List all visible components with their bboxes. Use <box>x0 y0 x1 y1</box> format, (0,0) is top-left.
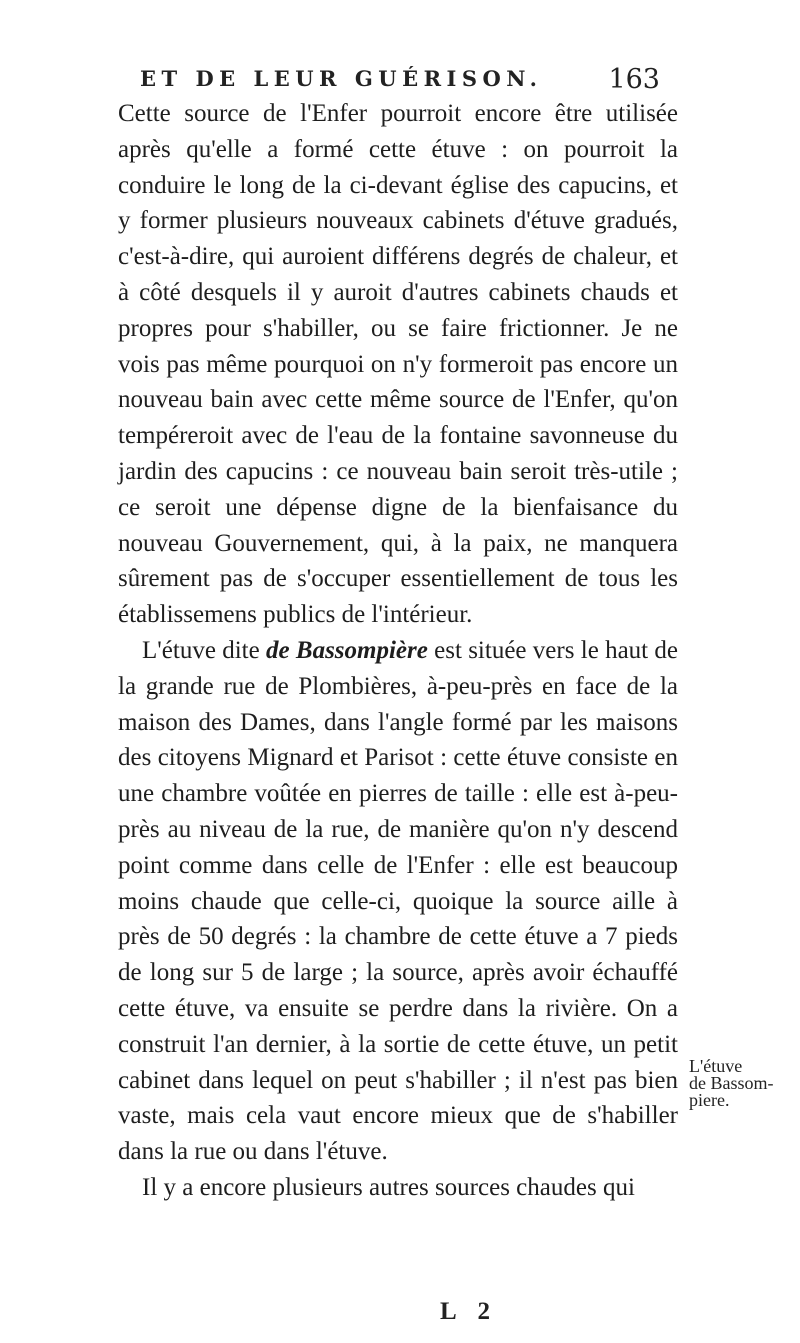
running-head <box>140 66 660 100</box>
marginal-note <box>689 1058 797 1109</box>
paragraph-etuve-bassompiere <box>118 633 678 1170</box>
italic-place-name: de Bassompière <box>266 636 428 664</box>
page-number: 163 <box>608 64 660 95</box>
paragraph-rest: est située vers le haut de la grande rue de Plombières, à-peu-près en face de la maison des Dames, dans l'angle formé par les maisons des citoyens Mignard et Parisot : cette étuve consiste en une chambre voûtée en pierres de taille : elle est à-peu-près au niveau de la rue, de manière qu'on n'y descend point comme dans celle de l'Enfer : elle est beaucoup moins chaude que celle-ci, quoique la source aille à près de 50 degrés : la chambre de cette étuve a 7 pieds de long sur 5 de large ; la source, après avoir échauffé cette étuve, va ensuite se perdre dans la rivière. On a construit l'an dernier, à la sortie de cette étuve, un petit cabinet dans lequel on peut s'habiller ; il n'est pas bien vaste, mais cela vaut encore mieux que de s'habiller dans la rue ou dans l'étuve. <box>118 636 679 1166</box>
paragraph-autres-sources: Il y a encore plusieurs autres sources chaudes qui <box>142 1173 635 1201</box>
paragraph-lead: L'étuve dite <box>142 636 266 664</box>
body-text <box>118 96 678 1206</box>
marginal-note-line: L'étuve <box>689 1056 743 1076</box>
signature-mark: L 2 <box>440 1298 499 1325</box>
marginal-note-line: de Bassom- <box>689 1073 774 1093</box>
paragraph-source-enfer: Cette source de l'Enfer pourroit encore être utilisée après qu'elle a formé cette étuve : on pourroit la conduire le long de la ci-devant église des capucins, et y former plusieurs nouveaux cabinets d'étuve gradués, c'est-à-dire, qui auroient différens degrés de chaleur, et à côté desquels il y auroit d'autres cabinets chauds et propres pour s'habiller, ou se faire frictionner. Je ne vois pas même pourquoi on n'y formeroit pas encore un nouveau bain avec cette même source de l'Enfer, qu'on tempéreroit avec de l'eau de la fontaine savonneuse du jardin des capucins : ce nouveau bain seroit très-utile ; ce seroit une dépense digne de la bienfaisance du nouveau Gouvernement, qui, à la paix, ne manquera sûrement pas de s'occuper essentiellement de tous les établissemens publics de l'intérieur. <box>118 100 678 629</box>
running-title: ET DE LEUR GUÉRISON. <box>140 66 543 91</box>
marginal-note-line: piere. <box>689 1090 730 1110</box>
